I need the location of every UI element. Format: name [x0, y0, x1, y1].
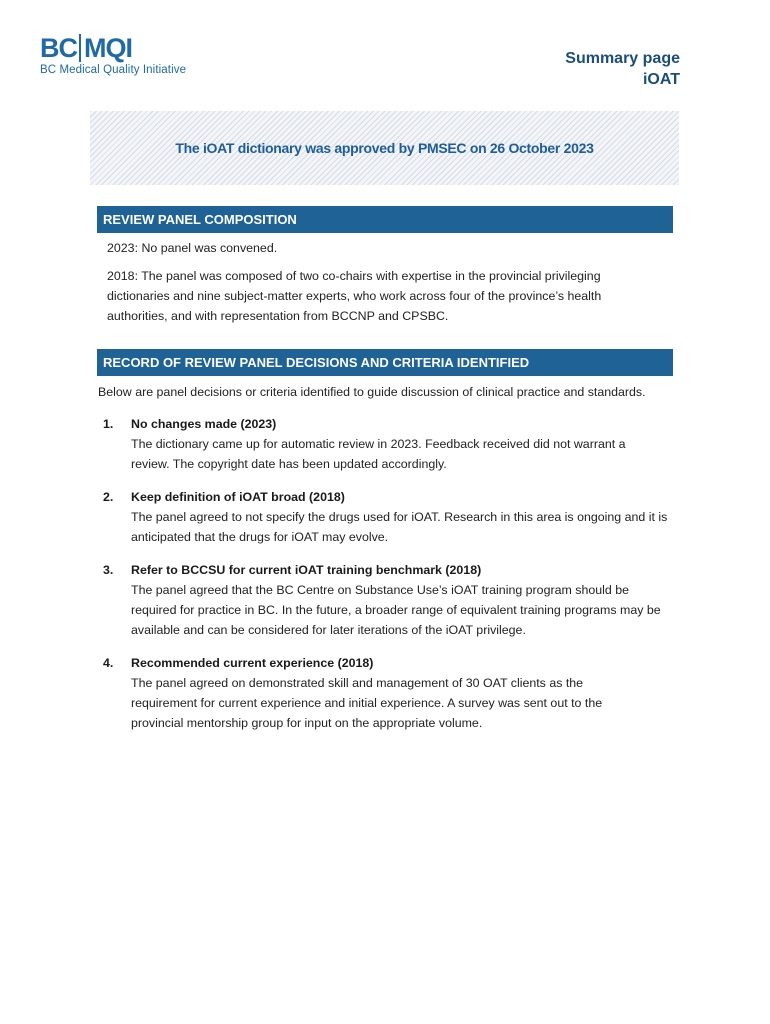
- decision-number: 1.: [103, 417, 114, 431]
- header-ioat: iOAT: [642, 71, 680, 88]
- approval-banner-text: The iOAT dictionary was approved by PMSEC on 26 October 2023: [175, 140, 594, 156]
- decision-text: The panel agreed on demonstrated skill and management of 30 OAT clients as the requirement for current experience and initial experience. A survey was sent out to the provincial mentorship group for input on the appropriate volume.: [131, 676, 603, 730]
- composition-2023: 2023: No panel was convened.: [107, 241, 278, 255]
- composition-2018: 2018: The panel was composed of two co-chairs with expertise in the provincial privileging dictionaries and nine subject-matter experts, who work across four of the province’s health authorities, and with representation from BCCNP and CPSBC.: [107, 269, 602, 323]
- section-review-panel-composition: REVIEW PANEL COMPOSITION: [97, 206, 673, 233]
- logo-subtitle: BC Medical Quality Initiative: [40, 64, 187, 76]
- decision-text: The panel agreed to not specify the drugs used for iOAT. Research in this area is ongoing and it is anticipated that the drugs for iOAT may evolve.: [131, 510, 668, 544]
- bcmqi-logo: [40, 33, 200, 83]
- approval-banner: [90, 111, 679, 185]
- decisions-intro: Below are panel decisions or criteria identified to guide discussion of clinical practice and standards.: [98, 385, 646, 399]
- decision-title: No changes made (2023): [131, 417, 277, 431]
- header-summary-page: Summary page: [565, 50, 680, 67]
- logo-mark-mqi: MQI: [84, 33, 132, 63]
- decision-text: The dictionary came up for automatic review in 2023. Feedback received did not warrant a review. The copyright date has been updated accordingly.: [131, 437, 626, 471]
- decision-number: 4.: [103, 656, 114, 670]
- decision-title: Recommended current experience (2018): [131, 656, 374, 670]
- decision-number: 3.: [103, 563, 114, 577]
- logo-mark-bc: BC: [40, 33, 77, 63]
- page-header: [565, 48, 680, 90]
- logo-divider: [79, 34, 81, 62]
- decision-title: Keep definition of iOAT broad (2018): [131, 490, 345, 504]
- section-record-of-decisions: RECORD OF REVIEW PANEL DECISIONS AND CRITERIA IDENTIFIED: [97, 349, 673, 376]
- decision-number: 2.: [103, 490, 114, 504]
- logo-mark: [40, 33, 200, 63]
- decision-title: Refer to BCCSU for current iOAT training benchmark (2018): [131, 563, 482, 577]
- decision-text: The panel agreed that the BC Centre on Substance Use’s iOAT training program should be required for practice in BC. In the future, a broader range of equivalent training programs may be available and can be considered for later iterations of the iOAT privilege.: [131, 583, 661, 637]
